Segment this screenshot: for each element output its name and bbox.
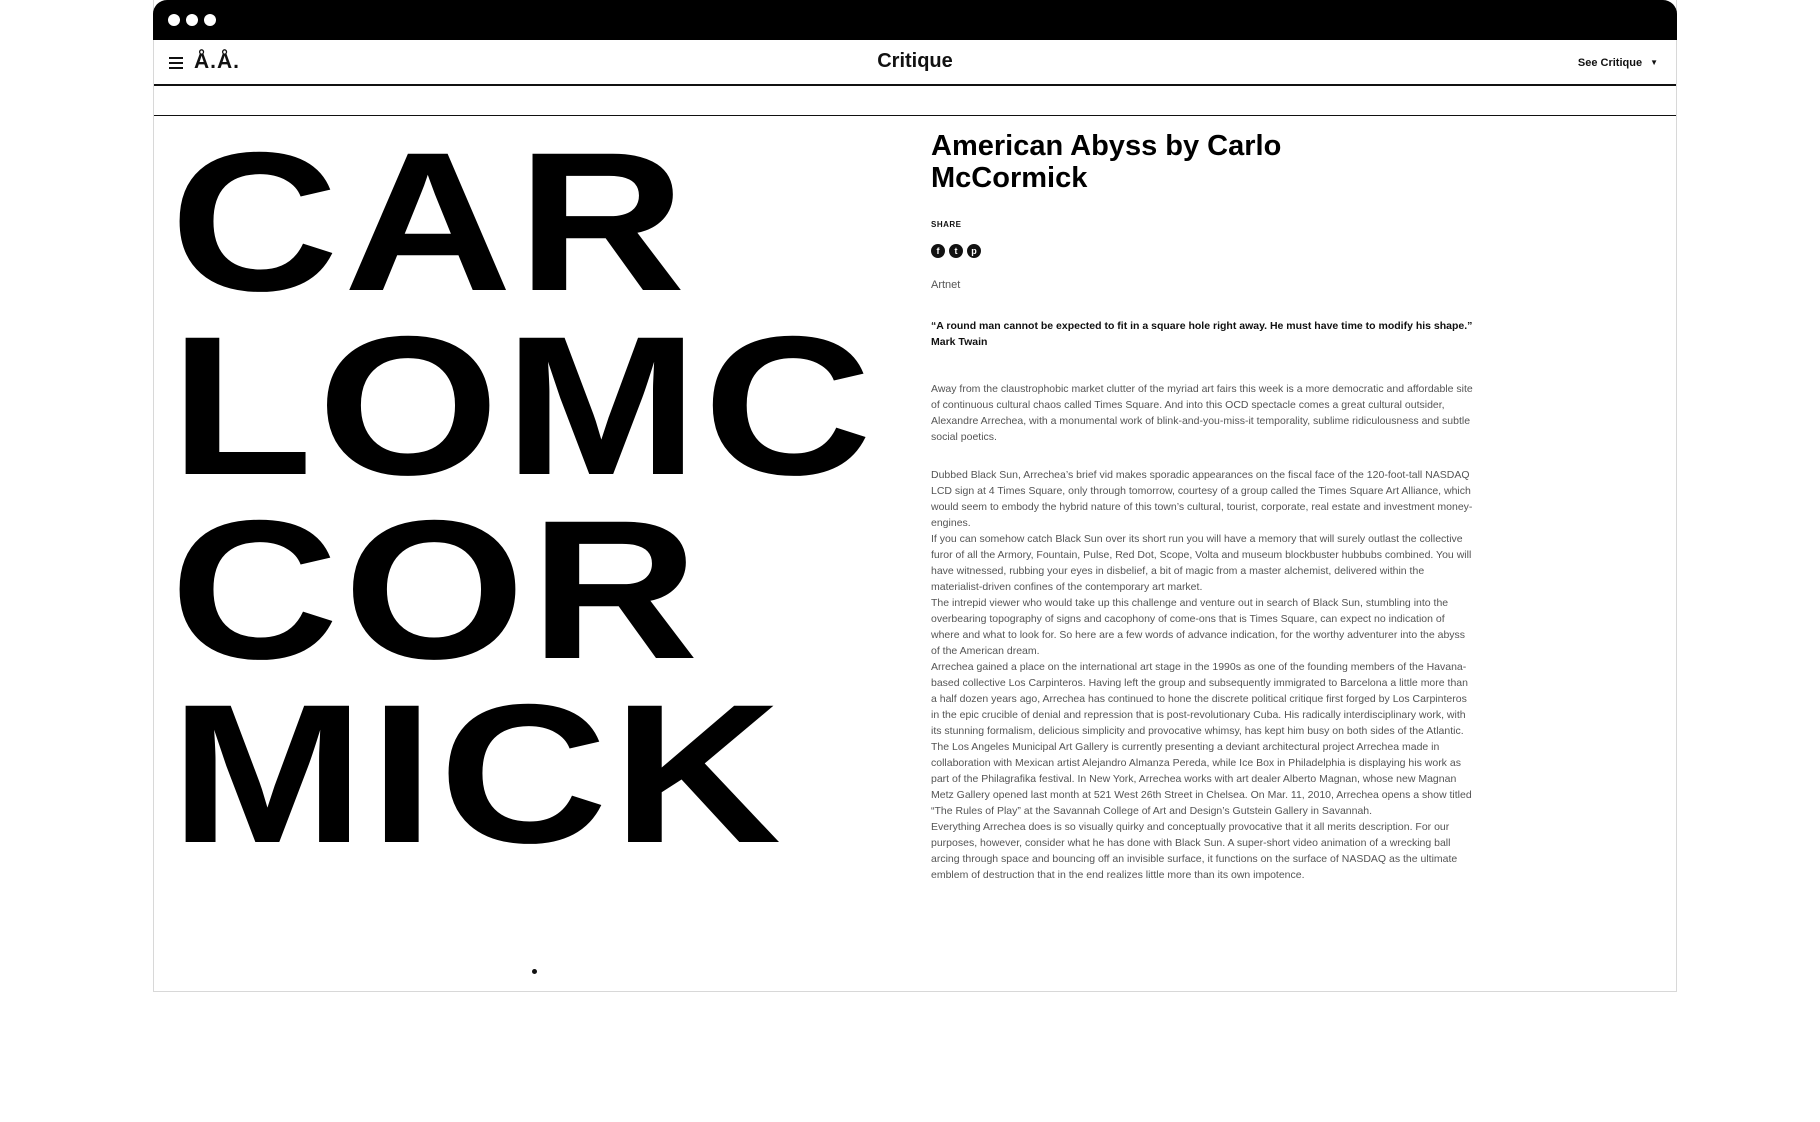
- quote-author: Mark Twain: [931, 336, 988, 348]
- article-paragraph: The intrepid viewer who would take up this challenge and venture out in search of Black Sun, stumbling into the overbearing topography of signs and cacophony of come-ons that is Times Square, can expect no indication of where and what to look for. So here are a few words of advance indication, for the worthy adventurer into the abyss of the American dream.: [931, 597, 1466, 657]
- chevron-down-icon: ▼: [1650, 58, 1658, 67]
- article: [931, 130, 1476, 883]
- article-quote: “A round man cannot be expected to fit in a square hole right away. He must have time to modify his shape.”: [931, 320, 1473, 332]
- site-logo[interactable]: Å.Å.: [194, 50, 240, 73]
- pinterest-icon[interactable]: p: [967, 244, 981, 258]
- window-titlebar: [153, 0, 1677, 40]
- article-paragraph: If you can somehow catch Black Sun over its short run you will have a memory that will surely outlast the collective furor of all the Armory, Fountain, Pulse, Red Dot, Scope, Volta and museum blockbuster hubbubs combined. You will have witnessed, rubbing your eyes in disbelief, a bit of magic from a master alchemist, delivered within the materialist-driven confines of the contemporary art market.: [931, 533, 1472, 593]
- hero-line: MICK: [170, 663, 786, 884]
- slider-pagination-dot[interactable]: [532, 969, 537, 974]
- article-paragraph: Dubbed Black Sun, Arrechea’s brief vid makes sporadic appearances on the fiscal face of the 120-foot-tall NASDAQ LCD sign at 4 Times Square, only through tomorrow, courtesy of a group called the Times Square Art Alliance, which would seem to embody the hybrid nature of this town’s cultural, tourist, corporate, real estate and investment money-engines.: [931, 469, 1473, 529]
- article-paragraph: Everything Arrechea does is so visually quirky and conceptually provocative that it all merits description. For our purposes, however, consider what he has done with Black Sun. A super-short video animation of a wrecking ball arcing through space and bouncing off an invisible surface, it functions on the surface of NASDAQ as the ultimate emblem of destruction that in the end realizes little more than its own impotence.: [931, 821, 1458, 881]
- article-body: [931, 381, 1476, 883]
- window-close-dot[interactable]: [168, 14, 180, 26]
- hero-line: COR: [170, 479, 704, 700]
- page-title: Critique: [877, 50, 953, 72]
- article-title: American Abyss by Carlo McCormick: [931, 130, 1282, 194]
- twitter-icon[interactable]: t: [949, 244, 963, 258]
- browser-window: [153, 0, 1677, 992]
- see-critique-dropdown[interactable]: [1578, 57, 1658, 69]
- share-icons: [931, 241, 1476, 257]
- hero-line: LOMC: [170, 295, 877, 516]
- window-minimize-dot[interactable]: [186, 14, 198, 26]
- article-intro: Away from the claustrophobic market clutter of the myriad art fairs this week is a more democratic and affordable site of continuous cultural chaos called Times Square. And into this OCD spectacle comes a great cultural outsider, Alexandre Arrechea, with a monumental work of blink-and-you-miss-it temporality, sublime ridiculousness and subtle social poetics.: [931, 383, 1473, 443]
- hero-typography: [170, 111, 910, 884]
- see-critique-label: See Critique: [1577, 57, 1643, 69]
- article-paragraph: The Los Angeles Municipal Art Gallery is currently presenting a deviant architectural project Arrechea made in collaboration with Mexican artist Alejandro Almanza Pereda, while Ice Box in Philadelphia is displaying his work as part of the Philagrafika festival. In New York, Arrechea works with art dealer Alberto Magnan, whose new Magnan Metz Gallery opened last month at 521 West 26th Street in Chelsea. On Mar. 11, 2010, Arrechea opens a show titled “The Rules of Play” at the Savannah College of Art and Design’s Gutstein Gallery in Savannah.: [931, 741, 1472, 817]
- article-paragraph: Arrechea gained a place on the international art stage in the 1990s as one of the founding members of the Havana-based collective Los Carpinteros. Having left the group and subsequently immigrated to Barcelona a little more than a half dozen years ago, Arrechea has continued to hone the discrete political critique first forged by Los Carpinteros in the epic crucible of denial and repression that is post-revolutionary Cuba. His radically interdisciplinary work, with its stunning formalism, delicious simplicity and provocative whimsy, has kept him busy on both sides of the Atlantic.: [931, 661, 1468, 737]
- window-maximize-dot[interactable]: [204, 14, 216, 26]
- facebook-icon[interactable]: f: [931, 244, 945, 258]
- share-label: SHARE: [931, 220, 962, 229]
- hero-line: CAR: [170, 111, 691, 332]
- top-navbar: [154, 40, 1676, 86]
- article-source: Artnet: [931, 279, 961, 291]
